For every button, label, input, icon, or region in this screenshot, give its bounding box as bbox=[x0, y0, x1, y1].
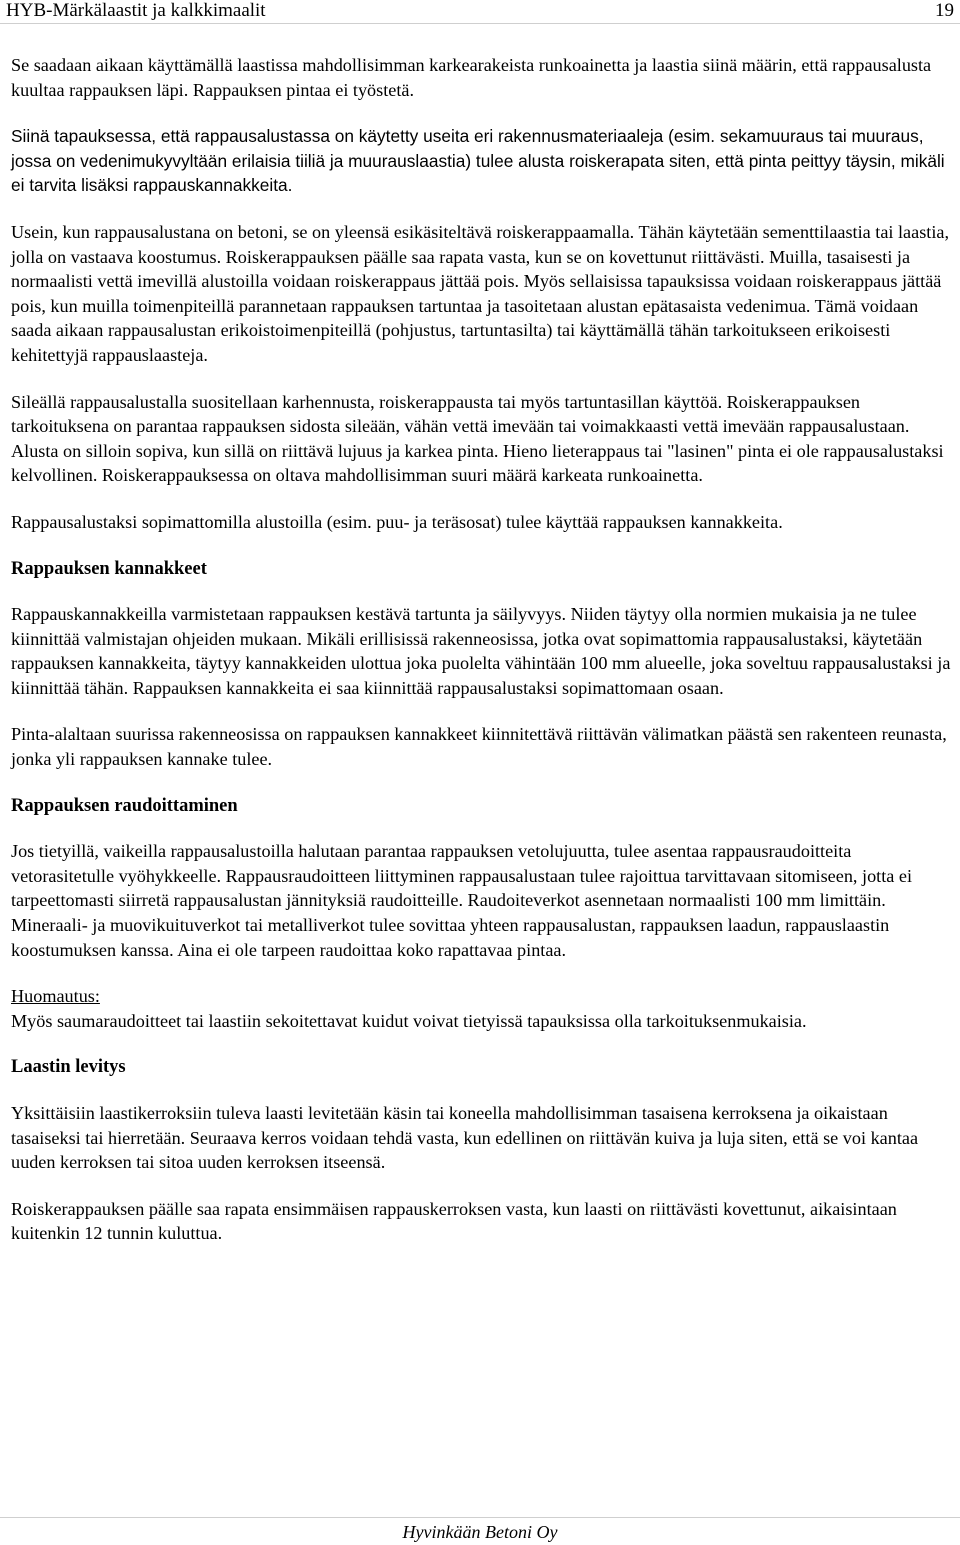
paragraph: Rappauskannakkeilla varmistetaan rappauksen kestävä tartunta ja säilyvyys. Niiden täytyy olla normien mukaisia ja ne tulee kiinnittää valmistajan ohjeiden mukaan. Mikäli erillisissä rakenneosissa, jotka ovat sopimattomia rappausalustaksi, käytetään rappauksen kannakkeita, täytyy kannakkeiden ulottua joka puolelta vähintään 100 mm alueelle, joka soveltuu rappausalustaksi ja kiinnittää tähän. Rappauksen kannakkeita ei saa kiinnittää rappausalustaksi sopimattomaan osaan. bbox=[11, 604, 951, 698]
section-heading-raudoittaminen: Rappauksen raudoittaminen bbox=[11, 795, 238, 816]
page-number: 19 bbox=[935, 0, 954, 21]
section-heading-kannakkeet: Rappauksen kannakkeet bbox=[11, 558, 207, 579]
note-block bbox=[11, 984, 951, 1033]
footer-divider bbox=[0, 1517, 960, 1518]
document-body bbox=[11, 53, 951, 1268]
paragraph: Se saadaan aikaan käyttämällä laastissa mahdollisimman karkearakeista runkoainetta ja laastia siinä määrin, että rappausalusta kuultaa rappauksen läpi. Rappauksen pintaa ei työstetä. bbox=[11, 55, 932, 100]
paragraph: Rappausalustaksi sopimattomilla alustoilla (esim. puu- ja teräsosat) tulee käyttää rappauksen kannakkeita. bbox=[11, 511, 783, 532]
paragraph: Sileällä rappausalustalla suositellaan karhennusta, roiskerappausta tai myös tartuntasillan käyttöä. Roiskerappauksen tarkoituksena on parantaa rappauksen sidosta sileään, vähän vettä imevään tai voimakkaasti vettä imevään rappausalustaan. Alusta on silloin sopiva, kun sillä on riittävä lujuus ja karkea pinta. Hieno lieterappaus tai "lasinen" pinta ei ole rappausalustaksi kelvollinen. Roiskerappauksessa on oltava mahdollisimman suuri määrä karkeata runkoainetta. bbox=[11, 391, 944, 486]
page-footer: Hyvinkään Betoni Oy bbox=[402, 1522, 558, 1542]
note-text: Myös saumaraudoitteet tai laastiin sekoitettavat kuidut voivat tietyissä tapauksissa olla tarkoituksenmukaisia. bbox=[11, 1010, 807, 1031]
paragraph: Yksittäisiin laastikerroksiin tuleva laasti levitetään käsin tai koneella mahdollisimman tasaisena kerroksena ja oikaistaan tasaiseksi tai hierretään. Seuraava kerros voidaan tehdä vasta, kun edellinen on riittävän kuiva ja luja siten, että se voi kantaa uuden kerroksen tai sitoa uuden kerroksen itseensä. bbox=[11, 1103, 919, 1173]
paragraph: Roiskerappauksen päälle saa rapata ensimmäisen rappauskerroksen vasta, kun laasti on riittävästi kovettunut, aikaisintaan kuitenkin 12 tunnin kuluttua. bbox=[11, 1198, 897, 1244]
note-title: Huomautus: bbox=[11, 986, 100, 1007]
section-heading-levitys: Laastin levitys bbox=[11, 1057, 126, 1078]
header-divider bbox=[0, 23, 960, 24]
paragraph: Siinä tapauksessa, että rappausalustassa on käytetty useita eri rakennusmateriaaleja (esim. sekamuuraus tai muuraus, jossa on vedenimukyvyltään erilaisia tiiliä ja muurauslaastia) tulee alusta roiskerapata siten, että pinta peittyy täysin, mikäli ei tarvita lisäksi rappauskannakkeita. bbox=[11, 126, 945, 196]
document-title: HYB-Märkälaastit ja kalkkimaalit bbox=[6, 0, 266, 21]
paragraph: Pinta-alaltaan suurissa rakenneosissa on rappauksen kannakkeet kiinnitettävä riittävän välimatkan päästä sen rakenteen reunasta, jonka yli rappauksen kannake tulee. bbox=[11, 724, 947, 770]
paragraph: Jos tietyillä, vaikeilla rappausalustoilla halutaan parantaa rappauksen vetolujuutta, tulee asentaa rappausraudoitteita vetorasitetulle vyöhykkeelle. Rappausraudoitteen liittyminen rappausalustaan tulee rajoittua tarvittavaan sitomiseen, jotta ei tarpeettomasti siirretä rappausalustan jännityksiä raudoitteille. Raudoiteverkot asennetaan normaalisti 100 mm limittäin. Mineraali- ja muovikuituverkot tai metalliverkot tulee sovittaa yhteen rappausalustan, rappauksen laadun, rappauslaastin koostumuksen kanssa. Aina ei ole tarpeen raudoittaa koko rapattavaa pintaa. bbox=[11, 841, 913, 960]
paragraph: Usein, kun rappausalustana on betoni, se on yleensä esikäsiteltävä roiskerappaamalla. Tähän käytetään sementtilaastia tai laastia, jolla on vastaava koostumus. Roiskerappauksen päälle saa rapata vasta, kun se on kovettunut riittävästi. Muilla, tasaisesti ja normaalisti vettä imevillä alustoilla voidaan roiskerappaus jättää pois. Myös sellaisissa tapauksissa voidaan roiskerappaus jättää pois, kun muilla toimenpiteillä parannetaan rappauksen tartuntaa ja tasoitetaan alustan epätasaista vedenimua. Tämä voidaan saada aikaan rappausalustan erikoistoimenpiteillä (pohjustus, tartuntasilta) tai käyttämällä tähän tarkoitukseen erikoisesti kehitettyjä rappauslaasteja. bbox=[11, 221, 950, 365]
